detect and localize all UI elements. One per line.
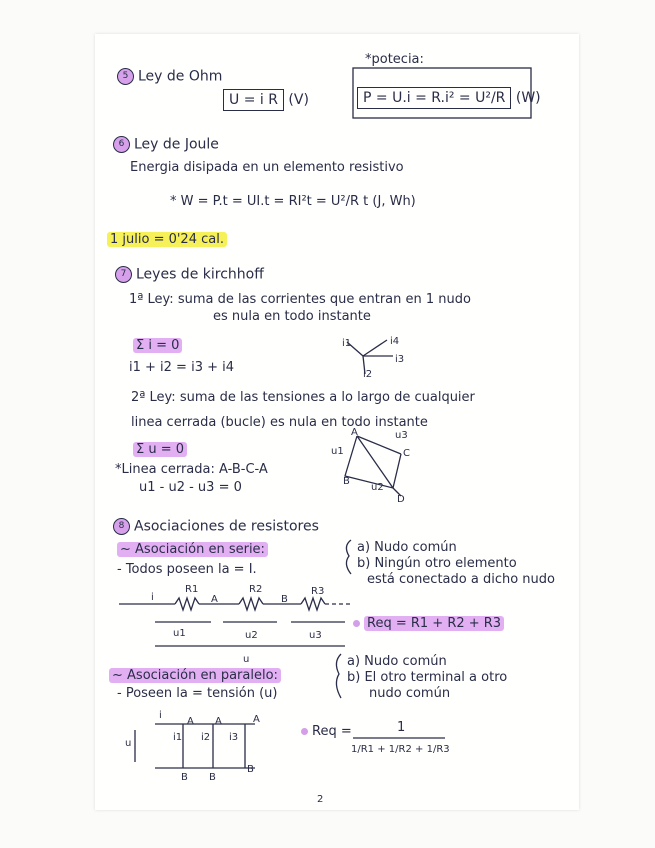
node-diagram — [347, 340, 393, 374]
par-cond-a: a) Nudo común — [347, 654, 447, 669]
tri-label-B: B — [343, 476, 350, 487]
serie-title: ~ Asociación en serie: — [117, 542, 268, 557]
req-par-f2: 1/R2 — [388, 744, 412, 755]
par-label-B3: B — [247, 764, 254, 775]
section-7-title: Leyes de kirchhoff — [136, 266, 264, 283]
ohm-unit: (V) — [288, 92, 309, 108]
tri-label-u2: u2 — [371, 482, 384, 493]
paralelo-brace — [336, 654, 341, 698]
par-label-A1: A — [187, 716, 194, 727]
serie-cond-b1: b) Ningún otro elemento — [357, 556, 517, 571]
energia-line: Energia disipada en un elemento resistivo — [130, 160, 404, 175]
ley1-label: 1ª Ley: — [129, 292, 174, 307]
ley1-text-a: suma de las corrientes que entran en 1 nudo — [177, 292, 471, 307]
ley2-text-b: linea cerrada (bucle) es nula en todo instante — [131, 415, 428, 430]
tri-label-D: D — [397, 494, 405, 505]
serie-label-A: A — [211, 594, 218, 605]
potencia-frame — [353, 68, 531, 118]
section-6-title: Ley de Joule — [134, 136, 219, 153]
serie-label-u: u — [243, 654, 250, 665]
serie-label-R1: R1 — [185, 584, 199, 595]
par-label-A2: A — [215, 716, 222, 727]
par-cond-b1: b) El otro terminal a otro — [347, 670, 508, 685]
ley2-text-a: suma de las tensiones a lo largo de cualquier — [179, 390, 475, 405]
par-label-i: i — [159, 710, 162, 721]
par-cond-b2: nudo común — [369, 686, 451, 701]
linea-cerrada: *Linea cerrada: A-B-C-A — [115, 462, 268, 477]
joule-cal: 1 julio = 0'24 cal. — [107, 232, 227, 247]
req-serie: Req = R1 + R2 + R3 — [364, 616, 504, 631]
serie-brace — [346, 540, 351, 574]
req-par-denominator: 1/R1 + 1/R2 + 1/R3 — [351, 744, 450, 755]
par-label-A3: A — [253, 714, 260, 725]
ohm-formula: U = i R — [223, 89, 284, 111]
node-label-i3: i3 — [395, 354, 405, 365]
paralelo-text-value: - Poseen la = tensión (u) — [117, 686, 278, 701]
node-label-i2: i2 — [363, 369, 373, 380]
section-5-number: 5 — [117, 68, 134, 85]
ley1-text-b: es nula en todo instante — [213, 309, 371, 324]
section-5-title: Ley de Ohm — [138, 68, 223, 85]
serie-text: - Todos poseen la = I. — [117, 562, 257, 577]
serie-label-u3: u3 — [309, 630, 322, 641]
potencia-formula: P = U.i = R.i² = U²/R — [357, 87, 511, 109]
paralelo-title: ~ Asociación en paralelo: — [109, 668, 281, 683]
page-number: 2 — [317, 794, 324, 805]
serie-label-i: i — [151, 592, 154, 603]
serie-label-R2: R2 — [249, 584, 263, 595]
section-8-number: 8 — [113, 518, 130, 535]
hand-drawn-diagrams — [95, 34, 579, 810]
series-circuit — [119, 598, 353, 646]
serie-label-B: B — [281, 594, 288, 605]
serie-cond-a: a) Nudo común — [357, 540, 457, 555]
par-label-B2: B — [209, 772, 216, 783]
potencia-label: *potecia: — [365, 52, 424, 67]
joule-formula: * W = P.t = UI.t = RI²t = U²/R t (J, Wh) — [170, 194, 416, 209]
tri-label-C: C — [403, 448, 410, 459]
ley2-label: 2ª Ley: — [131, 390, 176, 405]
sum-i: Σ i = 0 — [133, 338, 182, 353]
par-label-i2: i2 — [201, 732, 211, 743]
serie-cond-b2: está conectado a dicho nudo — [367, 572, 555, 587]
section-8-title: Asociaciones de resistores — [134, 518, 319, 535]
sum-u: Σ u = 0 — [133, 442, 187, 457]
serie-label-R3: R3 — [311, 586, 325, 597]
parallel-circuit — [135, 724, 255, 768]
section-6-number: 6 — [113, 136, 130, 153]
section-7-number: 7 — [115, 266, 132, 283]
par-label-i3: i3 — [229, 732, 239, 743]
tri-label-u3: u3 — [395, 430, 408, 441]
node-label-i1: i1 — [342, 338, 352, 349]
i-equation: i1 + i2 = i3 + i4 — [129, 360, 235, 375]
req-par-f3: 1/R3 — [426, 744, 450, 755]
triangle-circuit — [345, 436, 401, 496]
notebook-page — [95, 34, 579, 810]
req-par-f1: 1/R1 — [351, 744, 375, 755]
tri-label-u1: u1 — [331, 446, 344, 457]
u-equation: u1 - u2 - u3 = 0 — [139, 480, 242, 495]
par-label-B1: B — [181, 772, 188, 783]
potencia-unit: (W) — [515, 90, 541, 106]
serie-label-u1: u1 — [173, 628, 186, 639]
serie-label-u2: u2 — [245, 630, 258, 641]
node-label-i4: i4 — [390, 336, 400, 347]
req-par-num: 1 — [397, 720, 406, 735]
req-par-label: Req = — [312, 724, 352, 739]
tri-label-A: A — [351, 427, 358, 438]
par-label-u: u — [125, 738, 132, 749]
par-label-i1: i1 — [173, 732, 183, 743]
